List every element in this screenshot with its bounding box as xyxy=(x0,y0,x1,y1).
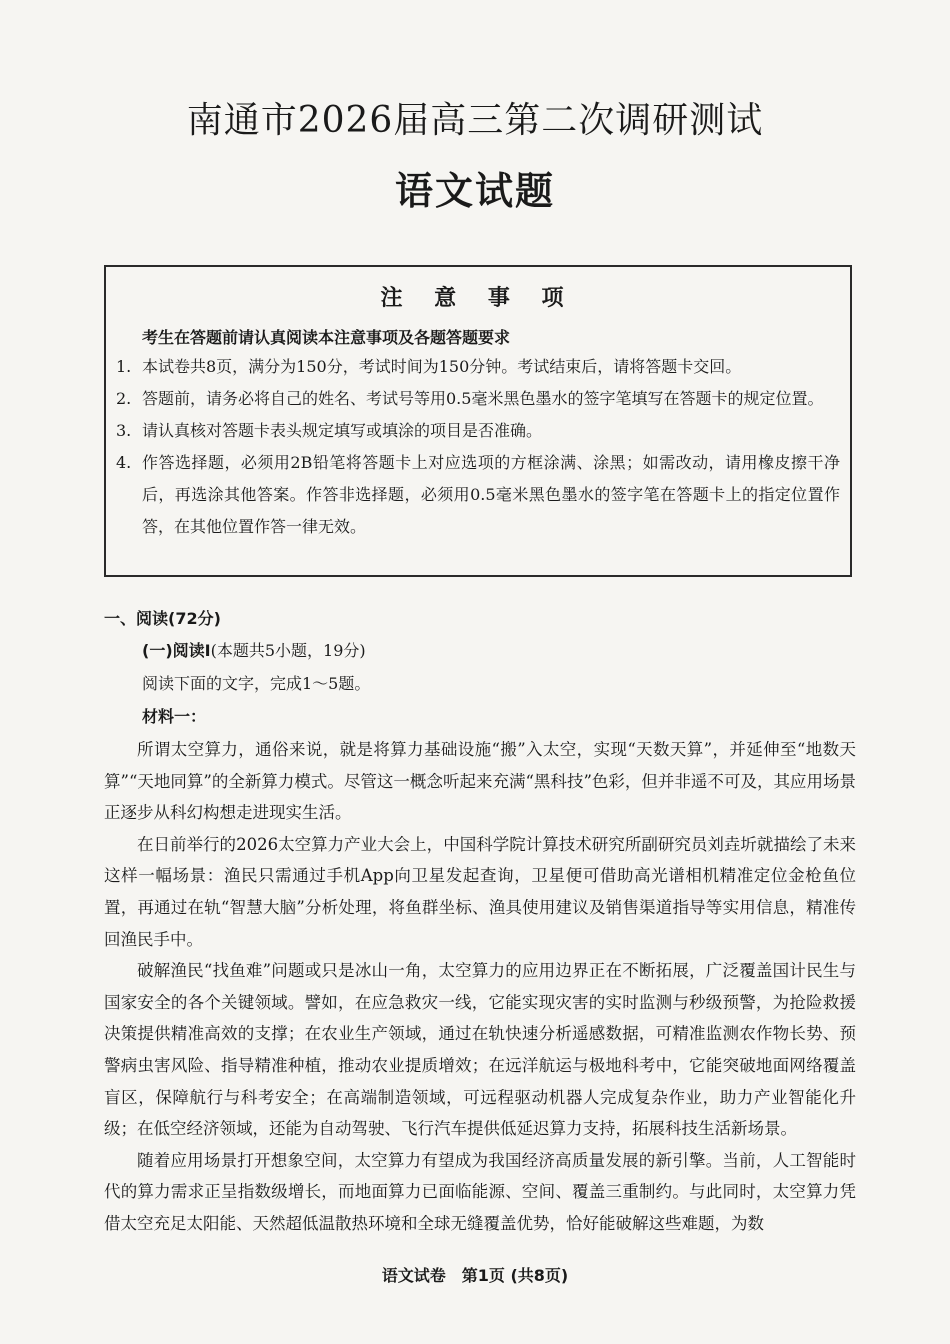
part-detail: (本题共5小题，19分) xyxy=(210,641,366,660)
notice-item-text: 请认真核对答题卡表头规定填写或填涂的项目是否准确。 xyxy=(142,421,543,440)
part-heading xyxy=(142,638,366,661)
notice-item-number: 3. xyxy=(116,421,132,440)
reading-instruction: 阅读下面的文字，完成1～5题。 xyxy=(142,674,371,693)
page-footer: 语文试卷 第1页 (共8页) xyxy=(381,1266,569,1285)
exam-subtitle: 语文试题 xyxy=(394,169,555,213)
notice-item-text: 作答选择题，必须用2B铅笔将答题卡上对应选项的方框涂满、涂黑；如需改动，请用橡皮擦干净后，再选涂其他答案。作答非选择题，必须用0.5毫米黑色墨水的签字笔在答题卡上的指定位置作答，在其他位置作答一律无效。 xyxy=(142,453,840,536)
notice-item xyxy=(116,447,840,543)
passage-paragraph: 随着应用场景打开想象空间，太空算力有望成为我国经济高质量发展的新引擎。当前，人工智能时代的算力需求正呈指数级增长，而地面算力已面临能源、空间、覆盖三重制约。与此同时，太空算力凭借太空充足太阳能、天然超低温散热环境和全球无缝覆盖优势，恰好能破解这些难题，为数 xyxy=(104,1150,856,1233)
notice-intro: 考生在答题前请认真阅读本注意事项及各题答题要求 xyxy=(142,328,511,347)
notice-heading: 注 意 事 项 xyxy=(380,286,576,311)
section-heading: 一、阅读(72分) xyxy=(104,609,221,628)
notice-box xyxy=(104,265,852,577)
notice-item-number: 1. xyxy=(116,357,132,376)
part-label: (一)阅读Ⅰ xyxy=(142,641,211,660)
passage-paragraph: 所谓太空算力，通俗来说，就是将算力基础设施“搬”入太空，实现“天数天算”，并延伸至“地数天算”“天地同算”的全新算力模式。尽管这一概念听起来充满“黑科技”色彩，但并非遥不可及，其应用场景正逐步从科幻构想走进现实生活。 xyxy=(104,740,856,823)
passage-paragraph: 在日前举行的2026太空算力产业大会上，中国科学院计算技术研究所副研究员刘垚圻就描绘了未来这样一幅场景：渔民只需通过手机App向卫星发起查询，卫星便可借助高光谱相机精准定位金枪鱼位置，再通过在轨“智慧大脑”分析处理，将鱼群坐标、渔具使用建议及销售渠道指导等实用信息，精准传回渔民手中。 xyxy=(104,834,856,949)
notice-item-number: 4. xyxy=(116,453,132,472)
notice-list xyxy=(116,351,840,543)
notice-item xyxy=(116,383,840,415)
notice-item xyxy=(116,351,840,383)
notice-item-text: 答题前，请务必将自己的姓名、考试号等用0.5毫米黑色墨水的签字笔填写在答题卡的规定位置。 xyxy=(142,389,824,408)
notice-item-text: 本试卷共8页，满分为150分，考试时间为150分钟。考试结束后，请将答题卡交回。 xyxy=(142,357,742,376)
reading-passage xyxy=(104,734,856,1240)
notice-item xyxy=(116,415,840,447)
notice-item-number: 2. xyxy=(116,389,132,408)
exam-title: 南通市2026届高三第二次调研测试 xyxy=(186,100,764,141)
passage-paragraph: 破解渔民“找鱼难”问题或只是冰山一角，太空算力的应用边界正在不断拓展，广泛覆盖国计民生与国家安全的各个关键领域。譬如，在应急救灾一线，它能实现灾害的实时监测与秒级预警，为抢险救援决策提供精准高效的支撑；在农业生产领域，通过在轨快速分析遥感数据，可精准监测农作物长势、预警病虫害风险、指导精准种植，推动农业提质增效；在远洋航运与极地科考中，它能突破地面网络覆盖盲区，保障航行与科考安全；在高端制造领域，可远程驱动机器人完成复杂作业，助力产业智能化升级；在低空经济领域，还能为自动驾驶、飞行汽车提供低延迟算力支持，拓展科技生活新场景。 xyxy=(104,961,856,1139)
material-label: 材料一： xyxy=(142,707,207,726)
